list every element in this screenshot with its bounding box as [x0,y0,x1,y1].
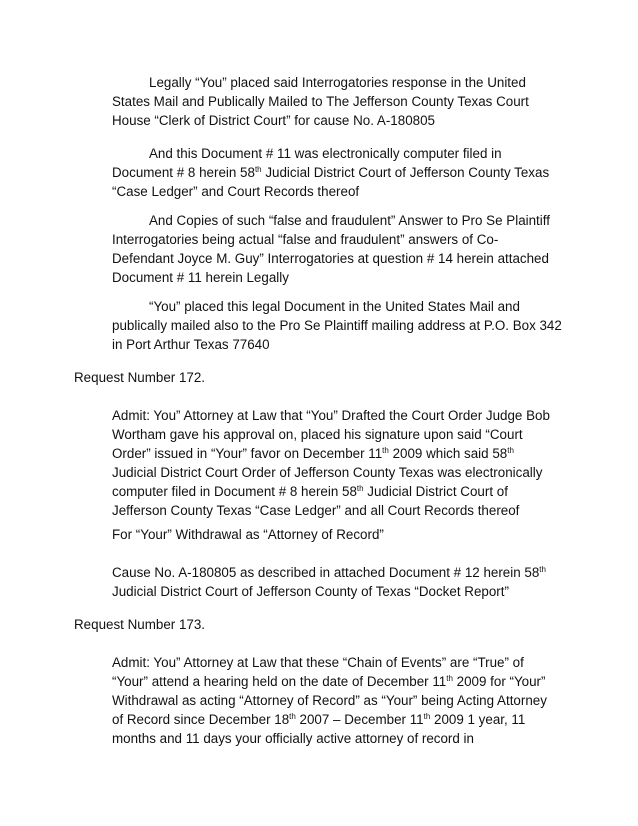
text-line: And Copies of such “false and fraudulent” Answer to Pro Se Plaintiff [149,213,550,228]
paragraph-withdrawal [112,525,582,544]
text-segment: 2009 1 year, 11 [430,712,526,727]
text-segment: Order” issued in “Your” favor on December 11 [112,446,383,461]
ordinal-suffix: th [446,674,453,683]
ordinal-suffix: th [289,712,296,721]
text-line [112,444,582,463]
text-line: Judicial District Court of Jefferson County of Texas “Docket Report” [112,584,509,599]
paragraph-copies-false-answer [112,211,582,287]
text-line [112,482,582,501]
text-segment: Cause No. A-180805 as described in attached Document # 12 herein 58 [112,565,540,580]
ordinal-suffix: th [254,165,262,174]
text-line: For “Your” Withdrawal as “Attorney of Record” [112,527,384,542]
text-line: “You” placed this legal Document in the United States Mail and [149,299,520,314]
text-line [112,163,582,182]
text-segment: Document # 8 herein 58 [112,165,255,180]
text-segment: Judicial District Court of Jefferson County Texas [261,165,550,180]
text-line: Admit: You” Attorney at Law that these “Chain of Events” are “True” of [112,655,524,670]
request-heading-172: Request Number 172. [74,370,206,385]
text-line: Legally “You” placed said Interrogatories response in the United [149,75,526,90]
ordinal-suffix: th [539,565,546,574]
text-line: Wortham gave his approval on, placed his signature upon said “Court [112,427,523,442]
paragraph-document-11-filed [112,144,582,201]
text-line: months and 11 days your officially active attorney of record in [112,731,474,746]
text-line: And this Document # 11 was electronically computer filed in [149,146,502,161]
text-line: House “Clerk of District Court” for cause No. A-180805 [112,113,435,128]
request-heading-173: Request Number 173. [74,617,206,632]
ordinal-suffix: th [382,446,389,455]
paragraph-admit-chain-of-events [112,653,582,748]
text-line [112,710,582,729]
text-line: “Case Ledger” and Court Records thereof [112,184,360,199]
text-segment: 2007 – December 11 [295,712,424,727]
text-segment: “Your” attend a hearing held on the date of December 11 [112,674,447,689]
paragraph-mailed-interrogatories [112,73,582,130]
text-line: Withdrawal as acting “Attorney of Record” as “Your” being Acting Attorney [112,693,547,708]
text-line: Interrogatories being actual “false and fraudulent” answers of Co- [112,232,499,247]
text-line: publically mailed also to the Pro Se Plaintiff mailing address at P.O. Box 342 [112,318,562,333]
text-line: Jefferson County Texas “Case Ledger” and all Court Records thereof [112,503,520,518]
text-segment: computer filed in Document # 8 herein 58 [112,484,357,499]
paragraph-cause-number [112,563,582,601]
text-segment: of Record since December 18 [112,712,290,727]
text-segment: 2009 for “Your” [452,674,546,689]
ordinal-suffix: th [423,712,431,721]
paragraph-admit-court-order [112,406,582,520]
text-line [112,672,582,691]
text-line: Document # 11 herein Legally [112,270,289,285]
text-line: Defendant Joyce M. Guy” Interrogatories at question # 14 herein attached [112,251,549,266]
paragraph-mailed-to-plaintiff [112,297,582,354]
text-line: in Port Arthur Texas 77640 [112,337,270,352]
ordinal-suffix: th [356,484,364,493]
text-line: Admit: You” Attorney at Law that “You” Drafted the Court Order Judge Bob [112,408,550,423]
text-segment: Judicial District Court of [363,484,508,499]
text-line: Judicial District Court Order of Jefferson County Texas was electronically [112,465,543,480]
ordinal-suffix: th [507,446,514,455]
text-line: States Mail and Publically Mailed to The Jefferson County Texas Court [112,94,529,109]
text-segment: 2009 which said 58 [388,446,508,461]
text-line [112,563,582,582]
